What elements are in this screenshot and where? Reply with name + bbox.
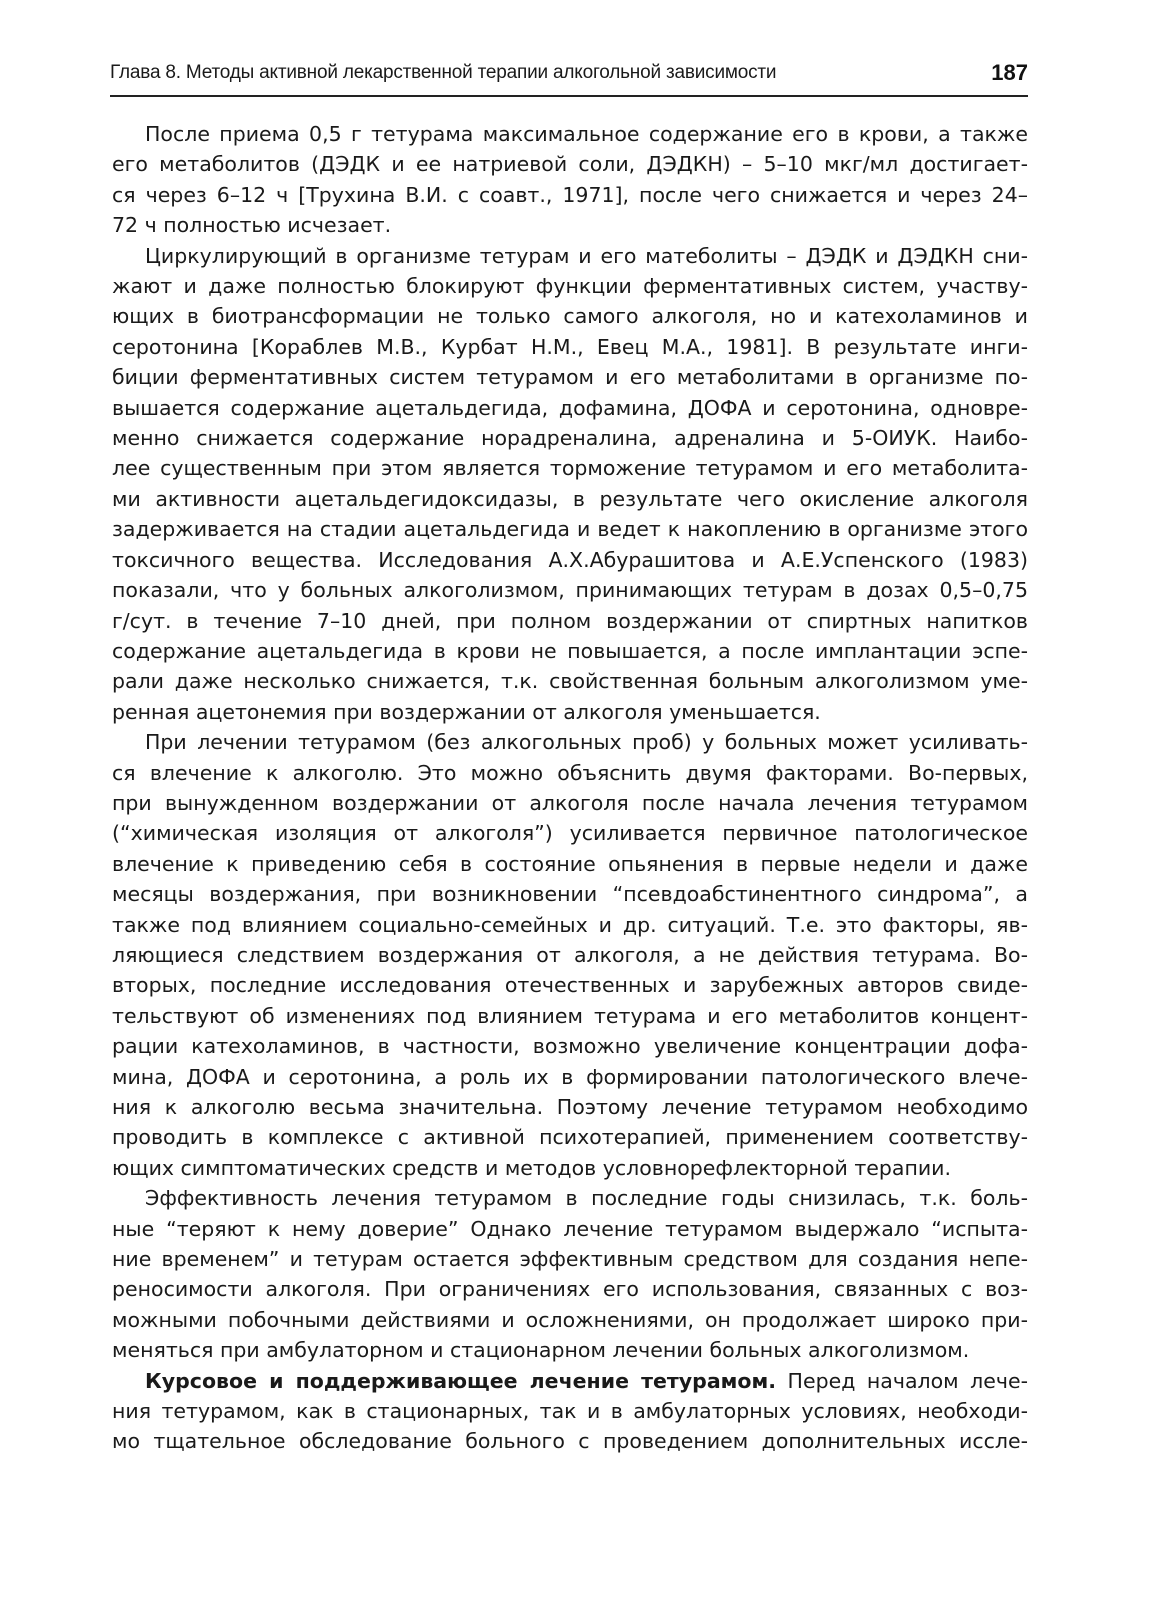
text-line: лее существенным при этом является торможение тетурамом и его метаболита- [112, 456, 1028, 481]
text-line: токсичного вещества. Исследования А.Х.Абурашитова и А.Е.Успенского (1983) [112, 547, 1028, 572]
paragraph-5 [112, 1366, 1028, 1457]
text-line: ющих в биотрансформации не только самого алкоголя, но и катехоламинов и [112, 304, 1028, 329]
text-run: Перед началом лече- [776, 1368, 1028, 1393]
text-line: ми активности ацетальдегидоксидазы, в результате чего окисление алкоголя [112, 486, 1028, 511]
text-line: 72 ч полностью исчезает. [112, 213, 392, 238]
text-line: реносимости алкоголя. При ограничениях его использования, связанных с воз- [112, 1277, 1028, 1302]
text-line: Эффективность лечения тетурамом в последние годы снизилась, т.к. боль- [145, 1186, 1028, 1211]
text-line: При лечении тетурамом (без алкогольных проб) у больных может усиливать- [145, 730, 1028, 755]
text-line: ния к алкоголю весьма значительна. Поэтому лечение тетурамом необходимо [112, 1095, 1028, 1119]
text-line: содержание ацетальдегида в крови не повышается, а после имплантации эспе- [112, 638, 1028, 663]
text-line: жают и даже полностью блокируют функции ферментативных систем, участву- [112, 274, 1028, 299]
paragraph-2 [112, 241, 1028, 728]
text-line: серотонина [Кораблев М.В., Курбат Н.М., Евец М.А., 1981]. В результате инги- [112, 334, 1028, 359]
text-line: меняться при амбулаторном и стационарном лечении больных алкоголизмом. [112, 1338, 970, 1363]
text-line: можными побочными действиями и осложнениями, он продолжает широко при- [112, 1307, 1028, 1332]
text-line: мина, ДОФА и серотонина, а роль их в формировании патологического влече- [112, 1064, 1028, 1089]
running-head: Глава 8. Методы активной лекарственной терапии алкогольной зависимости [110, 62, 777, 83]
text-line: мо тщательное обследование больного с проведением дополнительных иссле- [112, 1429, 1028, 1454]
text-line: показали, что у больных алкоголизмом, принимающих тетурам в дозах 0,5–0,75 [112, 578, 1028, 603]
text-line: менно снижается содержание норадреналина, адреналина и 5-ОИУК. Наибо- [112, 426, 1028, 451]
text-line: рали даже несколько снижается, т.к. свойственная больным алкоголизмом уме- [112, 669, 1028, 694]
header-rule [110, 95, 1028, 97]
section-run-in-heading: Курсовое и поддерживающее лечение тетурамом. [145, 1368, 777, 1393]
page-number: 187 [991, 60, 1028, 85]
text-line: (“химическая изоляция от алкоголя”) усиливается первичное патологическое [112, 821, 1028, 846]
text-line: вышается содержание ацетальдегида, дофамина, ДОФА и серотонина, одновре- [112, 395, 1028, 420]
body-text [112, 119, 1028, 1457]
text-line: месяцы воздержания, при возникновении “псевдоабстинентного синдрома”, а [112, 882, 1028, 907]
text-line: биции ферментативных систем тетурамом и его метаболитами в организме по- [112, 365, 1028, 390]
text-line: тельствуют об изменениях под влиянием тетурама и его метаболитов концент- [112, 1003, 1028, 1028]
text-line: ренная ацетонемия при воздержании от алкоголя уменьшается. [112, 699, 821, 724]
text-line: ляющиеся следствием воздержания от алкоголя, а не действия тетурама. Во- [112, 942, 1028, 967]
text-line: ния тетурамом, как в стационарных, так и в амбулаторных условиях, необходи- [112, 1399, 1028, 1424]
text-line: его метаболитов (ДЭДК и ее натриевой соли, ДЭДКН) – 5–10 мкг/мл достигает- [112, 152, 1028, 177]
text-line: рации катехоламинов, в частности, возможно увеличение концентрации дофа- [112, 1034, 1028, 1059]
text-line: при вынужденном воздержании от алкоголя после начала лечения тетурамом [112, 790, 1028, 815]
text-line: ся через 6–12 ч [Трухина В.И. с соавт., 1971], после чего снижается и через 24– [112, 182, 1028, 207]
page-header [110, 60, 1028, 100]
text-line: ные “теряют к нему доверие” Однако лечение тетурамом выдержало “испыта- [112, 1216, 1028, 1241]
paragraph-4 [112, 1183, 1028, 1365]
text-line: также под влиянием социально-семейных и др. ситуаций. Т.е. это факторы, яв- [112, 912, 1028, 937]
text-line: ние временем” и тетурам остается эффективным средством для создания непе- [112, 1247, 1028, 1272]
text-line: ся влечение к алкоголю. Это можно объяснить двумя факторами. Во-первых, [112, 760, 1028, 785]
text-line: Циркулирующий в организме тетурам и его матеболиты – ДЭДК и ДЭДКН сни- [145, 243, 1028, 268]
text-line: г/сут. в течение 7–10 дней, при полном воздержании от спиртных напитков [112, 608, 1028, 633]
text-line: влечение к приведению себя в состояние опьянения в первые недели и даже [112, 851, 1028, 876]
text-line: вторых, последние исследования отечественных и зарубежных авторов свиде- [112, 973, 1028, 998]
text-line: задерживается на стадии ацетальдегида и ведет к накоплению в организме этого [112, 517, 1028, 542]
paragraph-3 [112, 727, 1028, 1183]
text-line: После приема 0,5 г тетурама максимальное содержание его в крови, а также [145, 122, 1028, 146]
text-line: ющих симптоматических средств и методов условнорефлекторной терапии. [112, 1155, 952, 1180]
paragraph-1 [112, 119, 1028, 241]
text-line: проводить в комплексе с активной психотерапией, применением соответству- [112, 1125, 1028, 1150]
text-line [112, 1366, 1028, 1396]
